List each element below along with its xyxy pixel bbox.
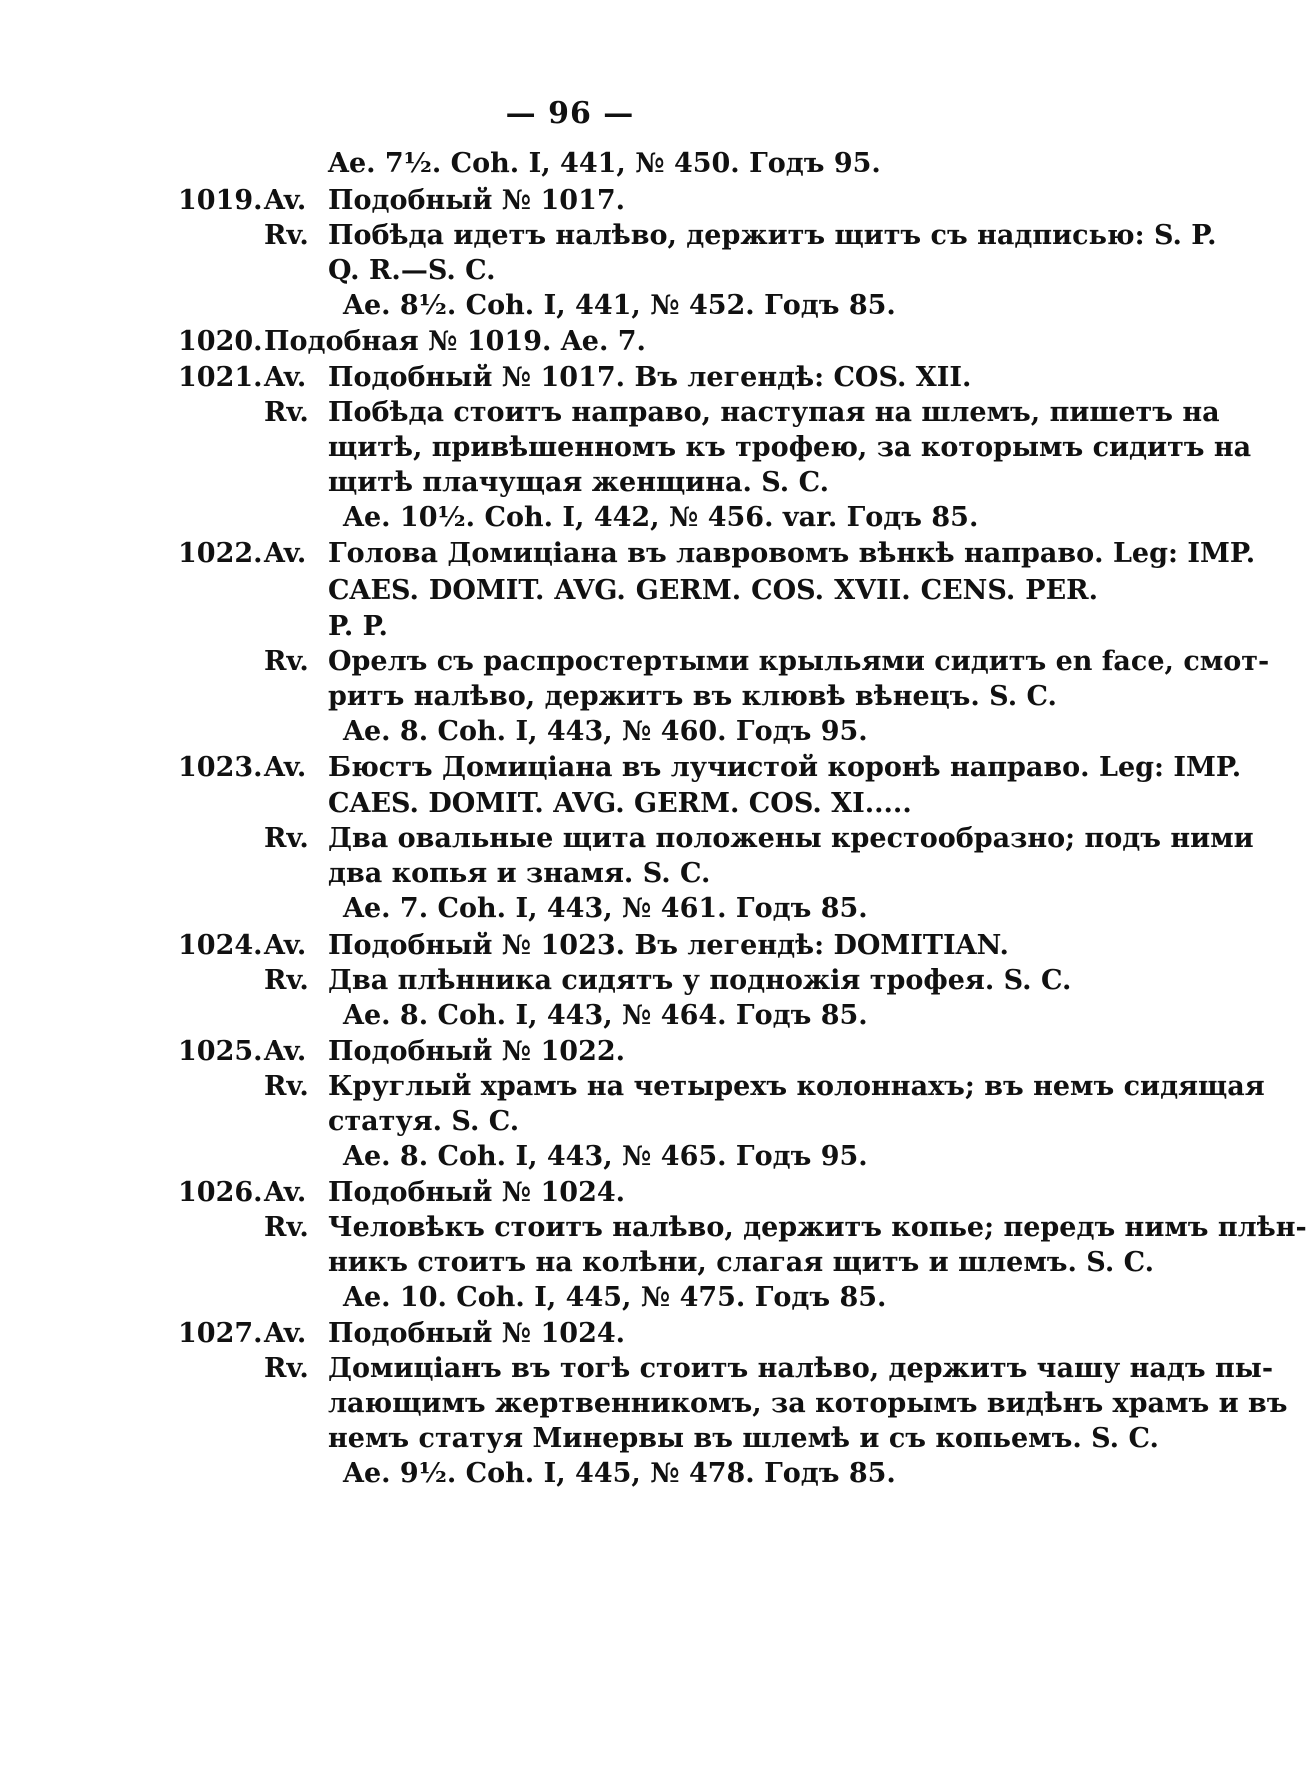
rv-label: Rv. [264, 1353, 309, 1384]
rv-description: Круглый храмъ на четырехъ колоннахъ; въ немъ сидящая [328, 1071, 1265, 1102]
rv-description: Домиціанъ въ тогѣ стоитъ налѣво, держитъ чашу надъ пы- [328, 1353, 1274, 1384]
av-description: Подобный № 1022. [328, 1036, 626, 1067]
entry-ae-line: Ae. 10½. Coh. I, 442, № 456. var. Годъ 85. [343, 502, 979, 533]
rv-label: Rv. [264, 397, 309, 428]
rv-description: Q. R.—S. C. [328, 255, 496, 286]
entry-ae-line: Ae. 8. Coh. I, 443, № 465. Годъ 95. [343, 1141, 868, 1172]
entry-number: 1025. [178, 1036, 263, 1067]
av-label: Av. [264, 1177, 307, 1208]
av-description: Подобный № 1024. [328, 1177, 626, 1208]
rv-description: щитѣ плачущая женщина. S. C. [328, 467, 830, 498]
av-description: P. P. [328, 611, 388, 642]
rv-label: Rv. [264, 965, 309, 996]
av-label: Av. [264, 538, 307, 569]
rv-description: два копья и знамя. S. C. [328, 858, 711, 889]
rv-description: Побѣда идетъ налѣво, держитъ щитъ съ надписью: S. P. [328, 220, 1217, 251]
entry-number: 1020. [178, 326, 263, 357]
entry-number: 1023. [178, 752, 263, 783]
rv-description: Человѣкъ стоитъ налѣво, держитъ копье; передъ нимъ плѣн- [328, 1212, 1307, 1243]
rv-description: ритъ налѣво, держитъ въ клювѣ вѣнецъ. S. C. [328, 681, 1057, 712]
rv-description: щитѣ, привѣшенномъ къ трофею, за которымъ сидитъ на [328, 432, 1252, 463]
rv-description: Два овальные щита положены крестообразно; подъ ними [328, 823, 1254, 854]
entry-number: 1027. [178, 1318, 263, 1349]
rv-description: Орелъ съ распростертыми крыльями сидитъ en face, смот- [328, 646, 1270, 677]
rv-description: немъ статуя Минервы въ шлемѣ и съ копьемъ. S. C. [328, 1423, 1159, 1454]
av-description: Подобная № 1019. Ae. 7. [264, 326, 646, 357]
rv-label: Rv. [264, 1212, 309, 1243]
av-label: Av. [264, 362, 307, 393]
page-number: — 96 — [505, 96, 635, 131]
rv-label: Rv. [264, 220, 309, 251]
av-description: CAES. DOMIT. AVG. GERM. COS. XVII. CENS. PER. [328, 575, 1098, 606]
av-description: Бюстъ Домиціана въ лучистой коронѣ направо. Leg: IMP. [328, 752, 1242, 783]
entry-number: 1026. [178, 1177, 263, 1208]
entry-ae-line: Ae. 7½. Coh. I, 441, № 450. Годъ 95. [328, 148, 881, 179]
entry-number: 1022. [178, 538, 263, 569]
av-description: Подобный № 1017. Въ легендѣ: COS. XII. [328, 362, 972, 393]
entry-ae-line: Ae. 8. Coh. I, 443, № 460. Годъ 95. [343, 716, 868, 747]
rv-description: лающимъ жертвенникомъ, за которымъ видѣнъ храмъ и въ [328, 1388, 1288, 1419]
entry-number: 1019. [178, 185, 263, 216]
av-description: CAES. DOMIT. AVG. GERM. COS. XI..... [328, 788, 912, 819]
entry-ae-line: Ae. 10. Coh. I, 445, № 475. Годъ 85. [343, 1282, 887, 1313]
av-label: Av. [264, 185, 307, 216]
av-description: Подобный № 1023. Въ легендѣ: DOMITIAN. [328, 930, 1009, 961]
entry-ae-line: Ae. 7. Coh. I, 443, № 461. Годъ 85. [343, 893, 868, 924]
rv-label: Rv. [264, 1071, 309, 1102]
av-label: Av. [264, 930, 307, 961]
rv-label: Rv. [264, 646, 309, 677]
entry-ae-line: Ae. 8. Coh. I, 443, № 464. Годъ 85. [343, 1000, 868, 1031]
entry-ae-line: Ae. 9½. Coh. I, 445, № 478. Годъ 85. [343, 1458, 896, 1489]
av-description: Голова Домиціана въ лавровомъ вѣнкѣ направо. Leg: IMP. [328, 538, 1256, 569]
av-description: Подобный № 1024. [328, 1318, 626, 1349]
rv-label: Rv. [264, 823, 309, 854]
rv-description: статуя. S. C. [328, 1106, 520, 1137]
av-description: Подобный № 1017. [328, 185, 626, 216]
entry-ae-line: Ae. 8½. Coh. I, 441, № 452. Годъ 85. [343, 290, 896, 321]
rv-description: Побѣда стоитъ направо, наступая на шлемъ, пишетъ на [328, 397, 1220, 428]
av-label: Av. [264, 1318, 307, 1349]
entry-number: 1021. [178, 362, 263, 393]
av-label: Av. [264, 1036, 307, 1067]
entry-number: 1024. [178, 930, 263, 961]
rv-description: никъ стоитъ на колѣни, слагая щитъ и шлемъ. S. C. [328, 1247, 1155, 1278]
av-label: Av. [264, 752, 307, 783]
rv-description: Два плѣнника сидятъ у подножія трофея. S. C. [328, 965, 1072, 996]
